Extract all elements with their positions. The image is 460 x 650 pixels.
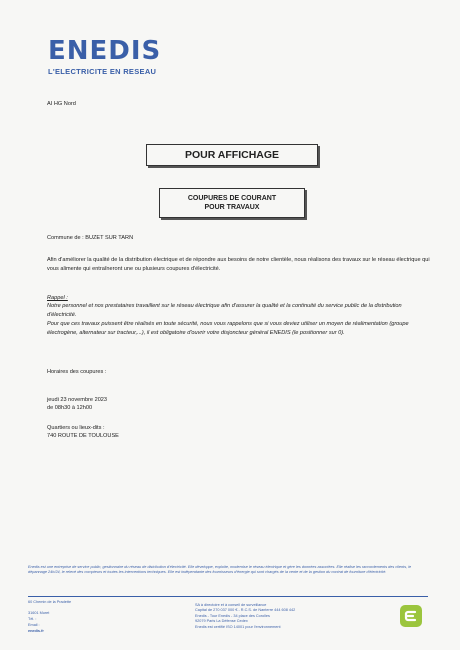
footer-street: 60 Chemin de la Pradette (28, 600, 72, 604)
logo-tagline: L'ELECTRICITE EN RESEAU (48, 67, 157, 76)
subject-line-2: POUR TRAVAUX (204, 204, 260, 211)
footer-website[interactable]: enedis.fr (28, 629, 44, 633)
company-line: SA à directoire et à conseil de surveillance (195, 603, 267, 607)
footer-email: Email : (28, 623, 40, 627)
enedis-e-icon (400, 605, 422, 627)
company-line: Enedis - Tour Enedis - 34 place des Corolles (195, 613, 270, 618)
footer-tel: Tél. : (28, 617, 37, 621)
outage-date: jeudi 23 novembre 2023 (47, 397, 108, 403)
company-line: Enedis est certifié ISO 14001 pour l'environnement (195, 624, 281, 629)
footer-legal: Enedis est une entreprise de service public, gestionnaire du réseau de distribution d'électricité. Elle développe, exploite, modernise le réseau électrique et gère les données associées. Elle réalise les raccordements des clients, le dépannage 24h/24, le relevé des compteurs et toutes les interventions techniques. Elle est indépendante des fournisseurs d'énergie qui sont chargés de la vente et de la gestion du contrat de fourniture d'électricité. (28, 565, 412, 575)
address: 740 ROUTE DE TOULOUSE (47, 433, 119, 439)
footer-city: 31601 Muret (28, 611, 50, 615)
header-box-title: POUR AFFICHAGE (184, 149, 280, 161)
footer-company-info (195, 603, 365, 630)
outage-time: de 08h30 à 12h00 (47, 405, 93, 411)
sender-unit: AI HG Nord (47, 101, 76, 107)
subject-line-1: COUPURES DE COURANT (187, 195, 277, 202)
commune: Commune de : BUZET SUR TARN (47, 235, 134, 241)
rappel-title: Rappel : (47, 295, 68, 301)
rappel-paragraph-1: Notre personnel et nos prestataires travaillent sur le réseau électrique afin d'assurer la qualité et la continuité du service public de la distribution d'électricité. (47, 303, 402, 318)
intro-paragraph: Afin d'améliorer la qualité de la distribution électrique et de répondre aux besoins de notre clientèle, nous réalisons des travaux sur le réseau électrique qui vous alimente qui entraîneront une ou plusieurs coupures d'électricité. (47, 257, 430, 272)
quartiers-label: Quartiers ou lieux-dits : (47, 425, 105, 431)
footer-divider (28, 596, 428, 597)
company-line: 92079 Paris La Défense Cedex (195, 619, 248, 624)
rappel-paragraph-2: Pour que ces travaux puissent être réalisés en toute sécurité, nous vous rappelons que si vous deviez utiliser un moyen de réalimentation (groupe électrogène, alternateur sur tracteur,...), il est obligatoire d'ouvrir votre disjoncteur général ENEDIS (le positionner sur 0). (47, 321, 409, 336)
horaires-label: Horaires des coupures : (47, 369, 107, 375)
subject-box (159, 188, 305, 218)
header-box (146, 144, 318, 166)
company-line: Capital de 270 037 000 € - R.C.S. de Nanterre 444 608 442 (195, 608, 296, 613)
enedis-logo: ENEDIS (48, 36, 162, 66)
